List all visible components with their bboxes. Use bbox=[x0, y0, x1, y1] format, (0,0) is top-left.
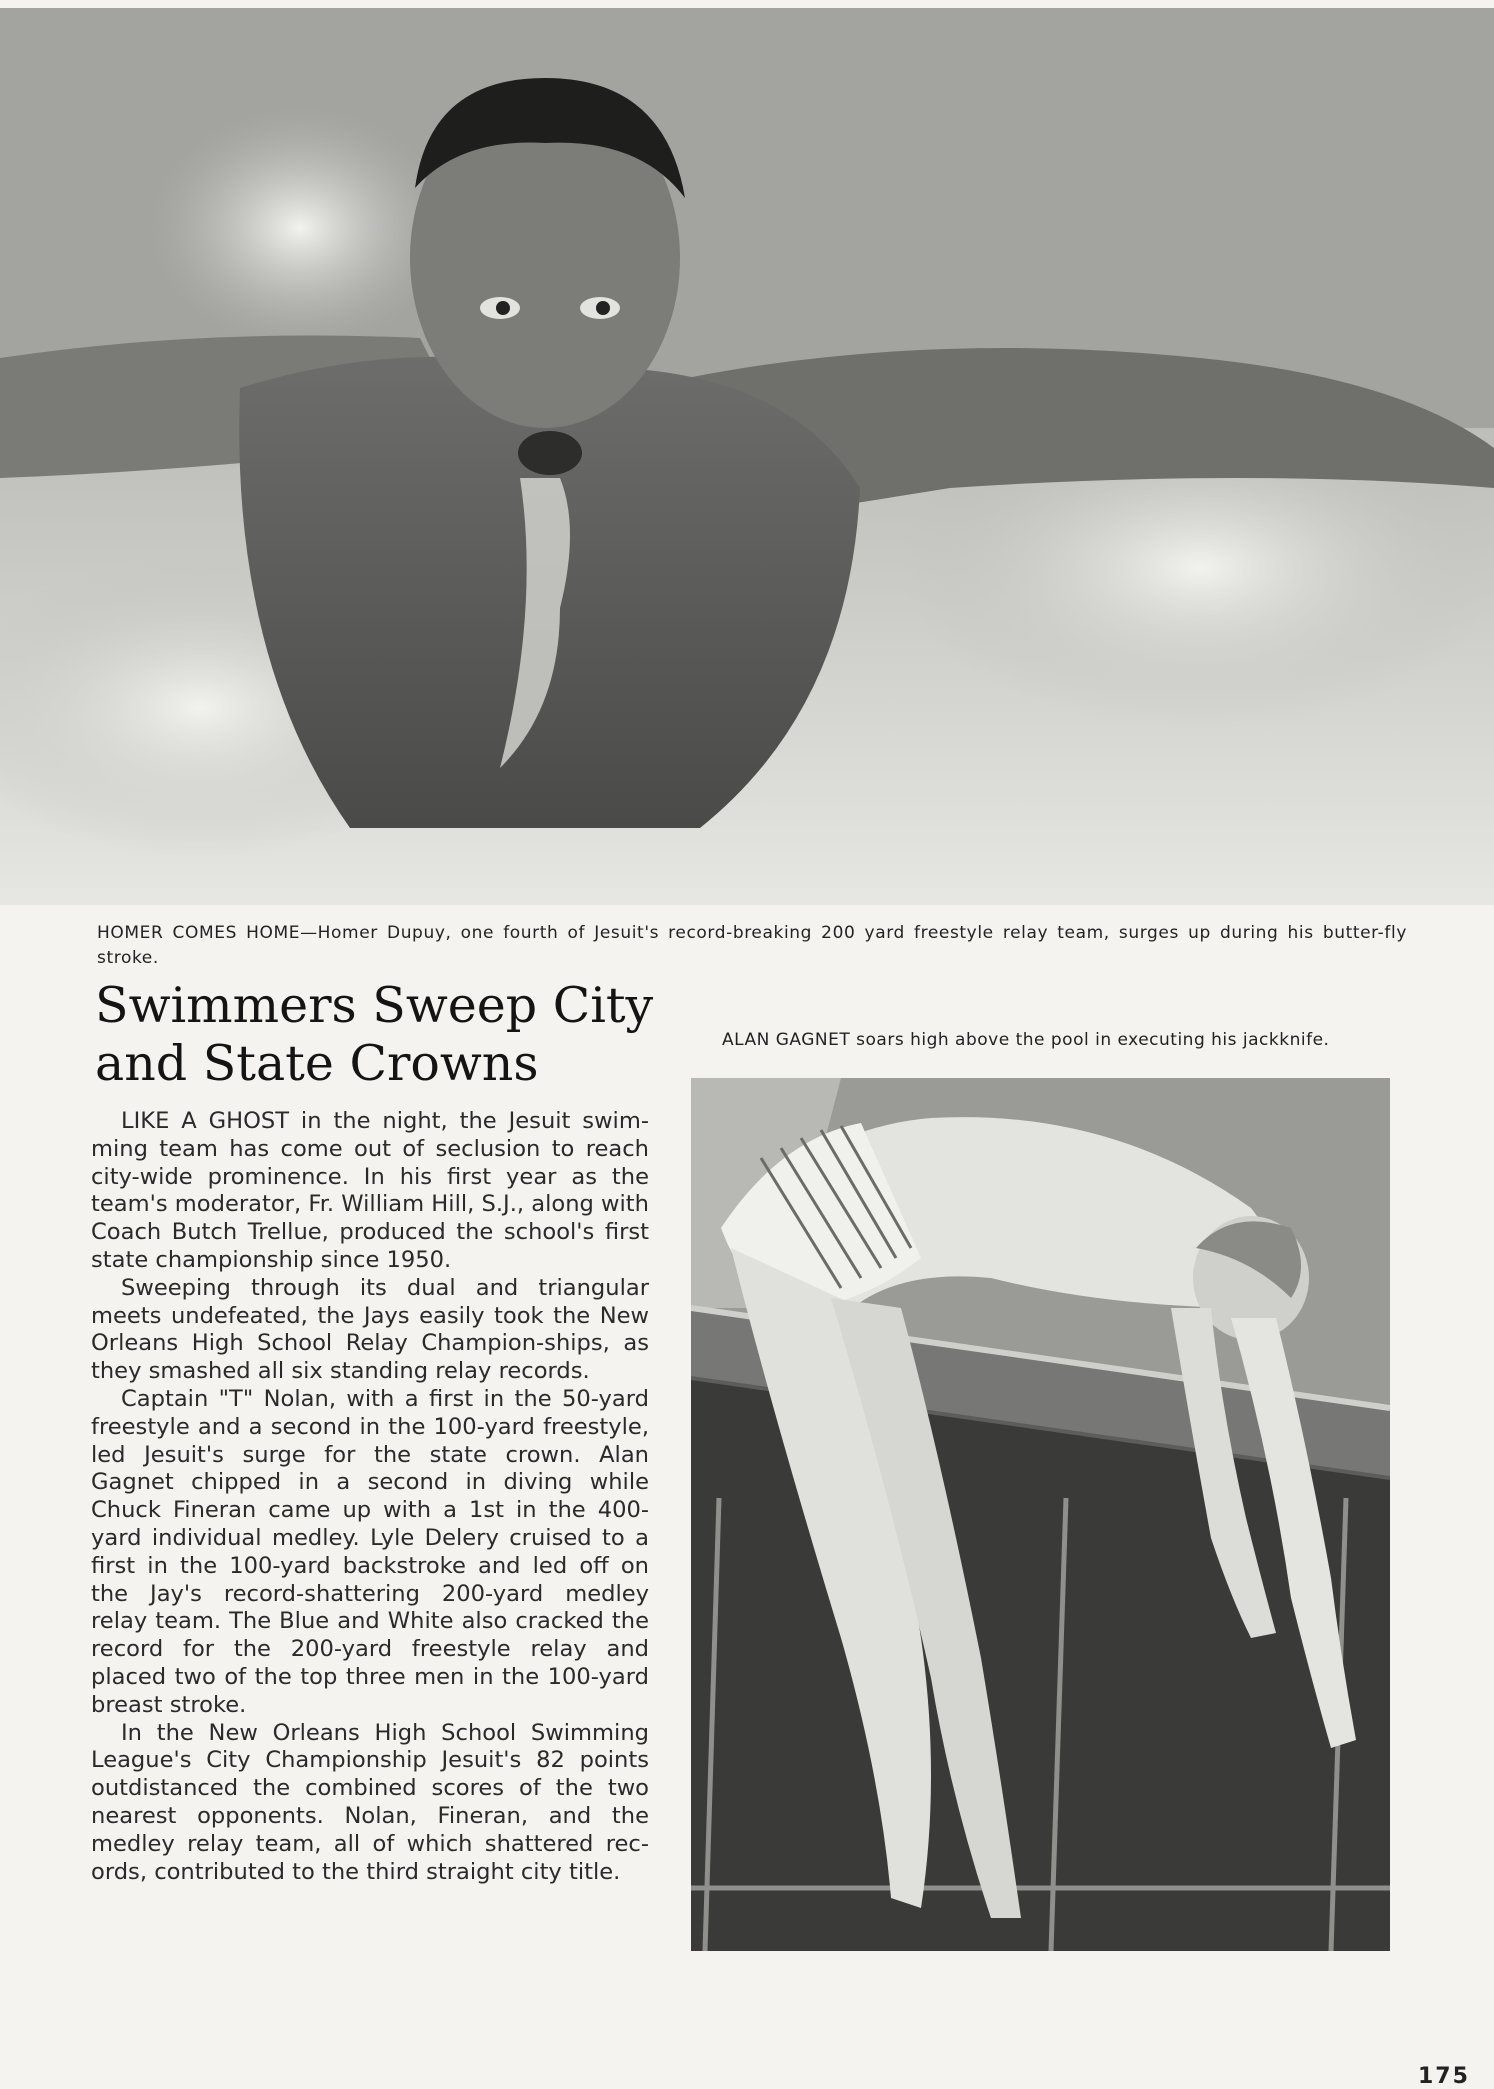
article-headline bbox=[95, 977, 655, 1093]
headline-line-2: and State Crowns bbox=[95, 1035, 539, 1092]
side-photo-caption: ALAN GAGNET soars high above the pool in executing his jackknife. bbox=[722, 1030, 1330, 1050]
article-paragraph-1: LIKE A GHOST in the night, the Jesuit swim-ming team has come out of seclusion to reach city-wide prominence. In his first year as the team's moderator, Fr. William Hill, S.J., along with Coach Butch Trellue, produced the school's first state championship since 1950. bbox=[91, 1108, 649, 1273]
swimmer-butterfly-photo bbox=[0, 8, 1494, 905]
diver-photo-illustration bbox=[691, 1078, 1390, 1951]
article-paragraph-2: Sweeping through its dual and triangular meets undefeated, the Jays easily took the New Orleans High School Relay Champion-ships, as they smashed all six standing relay records. bbox=[91, 1274, 649, 1385]
article-paragraph-4: In the New Orleans High School Swimming League's City Championship Jesuit's 82 points outdistanced the combined scores of the two nearest opponents. Nolan, Fineran, and the medley relay team, all of which shattered rec-ords, contributed to the third straight city title. bbox=[91, 1719, 649, 1885]
page-number: 175 bbox=[1418, 2064, 1470, 2089]
headline-line-1: Swimmers Sweep City bbox=[95, 977, 654, 1034]
diver-jackknife-photo bbox=[691, 1078, 1390, 1951]
article-paragraph-3: Captain "T" Nolan, with a first in the 50-yard freestyle and a second in the 100-yard freestyle, led Jesuit's surge for the state crown. Alan Gagnet chipped in a second in diving while Chuck Fineran came up with a 1st in the 400-yard individual medley. Lyle Delery cruised to a first in the 100-yard backstroke and led off on the Jay's record-shattering 200-yard medley relay team. The Blue and White also cracked the record for the 200-yard freestyle relay and placed two of the top three men in the 100-yard breast stroke. bbox=[91, 1385, 649, 1718]
top-photo-caption: HOMER COMES HOME—Homer Dupuy, one fourth of Jesuit's record-breaking 200 yard freestyle relay team, surges up during his butter-fly stroke. bbox=[97, 923, 1407, 968]
swimmer-photo-illustration bbox=[0, 8, 1494, 905]
article-body bbox=[91, 1108, 649, 1886]
